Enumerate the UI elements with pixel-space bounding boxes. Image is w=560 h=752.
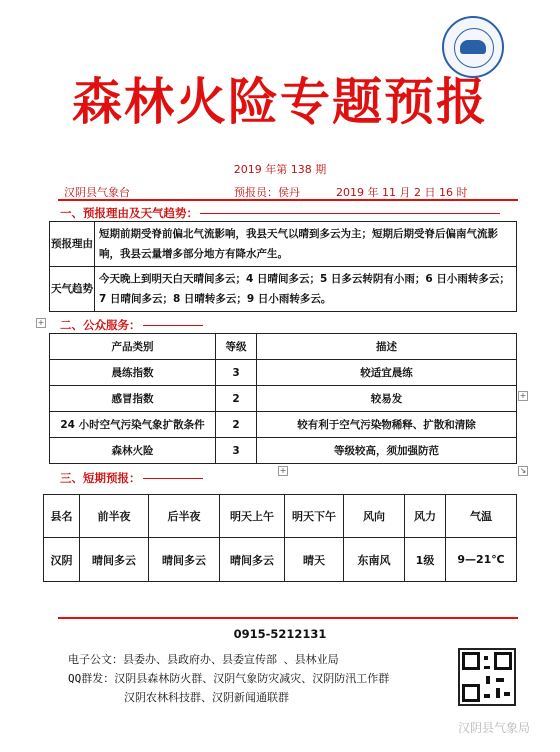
table-cell-label: 天气趋势: [50, 267, 95, 312]
table-row: [50, 267, 517, 312]
qr-code-icon: [458, 648, 516, 706]
public-service-table: [49, 333, 517, 464]
column-header: 风向: [344, 495, 405, 538]
table-cell: 等级较高，须加强防范: [257, 438, 517, 464]
section1-heading: 一、预报理由及天气趋势：: [60, 205, 500, 221]
table-cell: 1级: [405, 538, 446, 582]
issue-datetime: 2019 年 11 月 2 日 16 时: [336, 186, 468, 199]
table-cell: 24 小时空气污染气象扩散条件: [50, 412, 216, 438]
column-header: 等级: [216, 334, 257, 360]
issue-number: 2019 年第 138 期: [233, 163, 327, 176]
table-move-handle-icon[interactable]: +: [37, 318, 45, 327]
table-cell: 晨练指数: [50, 360, 216, 386]
table-cell: 较适宜晨练: [257, 360, 517, 386]
table-header-row: [50, 334, 517, 360]
forecast-reason-table: [49, 221, 517, 312]
table-cell: 晴间多云: [80, 538, 149, 582]
table-row: [50, 360, 517, 386]
column-header: 后半夜: [149, 495, 220, 538]
table-cell: 森林火险: [50, 438, 216, 464]
table-cell: 3: [216, 438, 257, 464]
table-header-row: [44, 495, 517, 538]
table-cell-text: 今天晚上到明天白天晴间多云；4 日晴间多云；5 日多云转阴有小雨；6 日小雨转多云；7 日晴间多云；8 日晴转多云；9 日小雨转多云。: [95, 267, 517, 312]
column-header: 气温: [446, 495, 517, 538]
section2-heading: 二、公众服务：: [60, 317, 203, 333]
table-cell-text: 短期前期受脊前偏北气流影响，我县天气以晴到多云为主；短期后期受脊后偏南气流影响，我县云量增多部分地方有降水产生。: [95, 222, 517, 267]
section3-heading: 三、短期预报：: [60, 470, 203, 486]
table-cell: 晴间多云: [149, 538, 220, 582]
table-row: [50, 222, 517, 267]
header-divider: [58, 199, 518, 201]
watermark: 汉阴县气象局: [458, 721, 531, 735]
column-header: 描述: [257, 334, 517, 360]
table-row: [50, 438, 517, 464]
table-row: [50, 412, 517, 438]
phone-number: 0915-5212131: [233, 627, 327, 641]
table-cell: 3: [216, 360, 257, 386]
resize-table-handle-icon[interactable]: ↘: [519, 466, 527, 475]
table-cell: 感冒指数: [50, 386, 216, 412]
forecaster: 预报员：侯丹: [234, 186, 300, 199]
document-title: 森林火险专题预报: [72, 72, 488, 131]
table-cell: 2: [216, 386, 257, 412]
table-cell: 较易发: [257, 386, 517, 412]
distribution-line-3: 汉阴农林科技群、汉阴新闻通联群: [124, 691, 289, 704]
distribution-line-1: 电子公文：县委办、县政府办、县委宣传部 、县林业局: [68, 653, 339, 666]
column-header: 前半夜: [80, 495, 149, 538]
table-cell: 9—21℃: [446, 538, 517, 582]
table-cell: 2: [216, 412, 257, 438]
column-header: 明天上午: [220, 495, 285, 538]
table-cell: 东南风: [344, 538, 405, 582]
table-row: [44, 538, 517, 582]
table-row: [50, 386, 517, 412]
table-cell: 汉阴: [44, 538, 80, 582]
table-cell: 晴天: [285, 538, 344, 582]
add-row-handle-icon[interactable]: +: [279, 466, 287, 475]
table-cell: 较有利于空气污染物稀释、扩散和清除: [257, 412, 517, 438]
column-header: 明天下午: [285, 495, 344, 538]
table-cell: 晴间多云: [220, 538, 285, 582]
column-header: 县名: [44, 495, 80, 538]
column-header: 风力: [405, 495, 446, 538]
distribution-line-2: QQ群发：汉阴县森林防火群、汉阴气象防灾减灾、汉阴防汛工作群: [68, 672, 390, 685]
add-column-handle-icon[interactable]: +: [519, 391, 527, 400]
column-header: 产品类别: [50, 334, 216, 360]
footer-divider: [58, 617, 518, 619]
station-name: 汉阴县气象台: [64, 186, 130, 199]
short-term-forecast-table: [43, 494, 517, 582]
table-cell-label: 预报理由: [50, 222, 95, 267]
